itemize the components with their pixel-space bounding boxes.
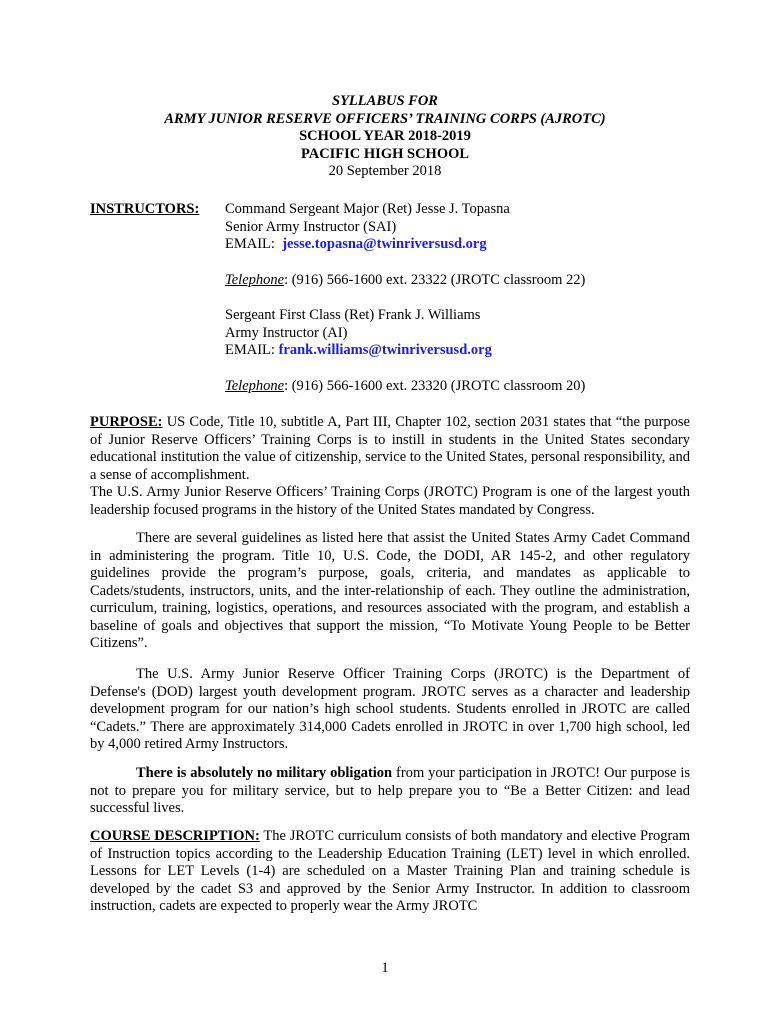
guidelines-text: There are several guidelines as listed here that assist the United States Army Cadet Command in administering the program. Title 10, U.S. Code, the DODI, AR 145-2, and other regulatory guidelines provide the program’s purpose, goals, criteria, and mandates as applicable to Cadets/students, instructors, units, and the inter-relationship of each. They outline the administration, curriculum, training, logistics, operations, and resources associated with the program, and establish a baseline of goals and objectives that support the mission, “To Motivate Young People to be Better Citizens”. <box>90 530 690 651</box>
header-school-year: SCHOOL YEAR 2018-2019 <box>299 128 471 144</box>
ai-block <box>225 307 492 360</box>
ai-email-link[interactable]: frank.williams@twinriversusd.org <box>278 342 492 358</box>
purpose-paragraph-1 <box>90 414 690 484</box>
header-line-2: ARMY JUNIOR RESERVE OFFICERS’ TRAINING CORPS (AJROTC) <box>164 110 606 127</box>
ai-name: Sergeant First Class (Ret) Frank J. Williams <box>225 307 481 323</box>
obligation-bold-text: There is absolutely no military obligation <box>136 765 393 781</box>
page-number: 1 <box>381 960 389 976</box>
ai-email-label: EMAIL: <box>225 342 275 358</box>
obligation-text: from your participation in JROTC! Our purpose is not to prepare you for military service, but to help prepare you to “Be a Better Citizen: and lead successful lives. <box>90 765 690 816</box>
sai-role: Senior Army Instructor (SAI) <box>225 218 397 235</box>
jrotc-paragraph <box>90 666 690 754</box>
ai-role: Army Instructor (AI) <box>225 324 348 341</box>
guidelines-paragraph <box>90 530 690 653</box>
purpose-text-2: The U.S. Army Junior Reserve Officers’ Training Corps (JROTC) Program is one of the largest youth leadership focused programs in the history of the United States mandated by Congress. <box>90 484 690 518</box>
course-description-text: The JROTC curriculum consists of both mandatory and elective Program of Instruction topics according to the Leadership Education Training (LET) level in which enrolled. Lessons for LET Levels (1-4) are scheduled on a Master Training Plan and training schedule is developed by the cadet S3 and approved by the Senior Army Instructor. In addition to classroom instruction, cadets are expected to properly wear the Army JROTC <box>90 828 690 914</box>
purpose-label: PURPOSE: <box>90 414 163 430</box>
ai-telephone: : (916) 566-1600 ext. 23320 (JROTC classroom 20) <box>284 378 586 394</box>
sai-telephone-line <box>225 272 585 290</box>
ai-email-line <box>225 342 492 360</box>
sai-email-label: EMAIL: <box>225 236 275 252</box>
jrotc-text: The U.S. Army Junior Reserve Officer Training Corps (JROTC) is the Department of Defense's (DOD) largest youth development program. JROTC serves as a character and leadership development program for our nation’s high school students. Students enrolled in JROTC are called “Cadets.” There are approximately 314,000 Cadets enrolled in JROTC in over 1,700 high school, led by 4,000 retired Army Instructors. <box>90 666 690 752</box>
obligation-paragraph <box>90 765 690 818</box>
purpose-section <box>90 414 690 519</box>
syllabus-header <box>0 93 770 181</box>
sai-block <box>225 201 510 254</box>
course-description-label: COURSE DESCRIPTION: <box>90 828 260 844</box>
sai-telephone-label: Telephone <box>225 272 285 288</box>
instructors-label: INSTRUCTORS: <box>90 201 200 217</box>
sai-telephone: : (916) 566-1600 ext. 23322 (JROTC classroom 22) <box>284 272 586 288</box>
header-date: 20 September 2018 <box>328 163 442 179</box>
sai-email-line <box>225 236 510 254</box>
purpose-text-1: US Code, Title 10, subtitle A, Part III, Chapter 102, section 2031 states that “the purpose of Junior Reserve Officers’ Training Corps is to instill in students in the United States secondary educational institution the value of citizenship, service to the United States, personal responsibility, and a sense of accomplishment. <box>90 414 690 483</box>
header-line-1: SYLLABUS FOR <box>332 93 438 109</box>
course-description-section <box>90 828 690 916</box>
sai-email-link[interactable]: jesse.topasna@twinriversusd.org <box>282 236 487 252</box>
header-school-name: PACIFIC HIGH SCHOOL <box>300 145 470 162</box>
ai-telephone-label: Telephone <box>225 378 285 394</box>
sai-name: Command Sergeant Major (Ret) Jesse J. Topasna <box>225 201 510 217</box>
ai-telephone-line <box>225 378 585 396</box>
